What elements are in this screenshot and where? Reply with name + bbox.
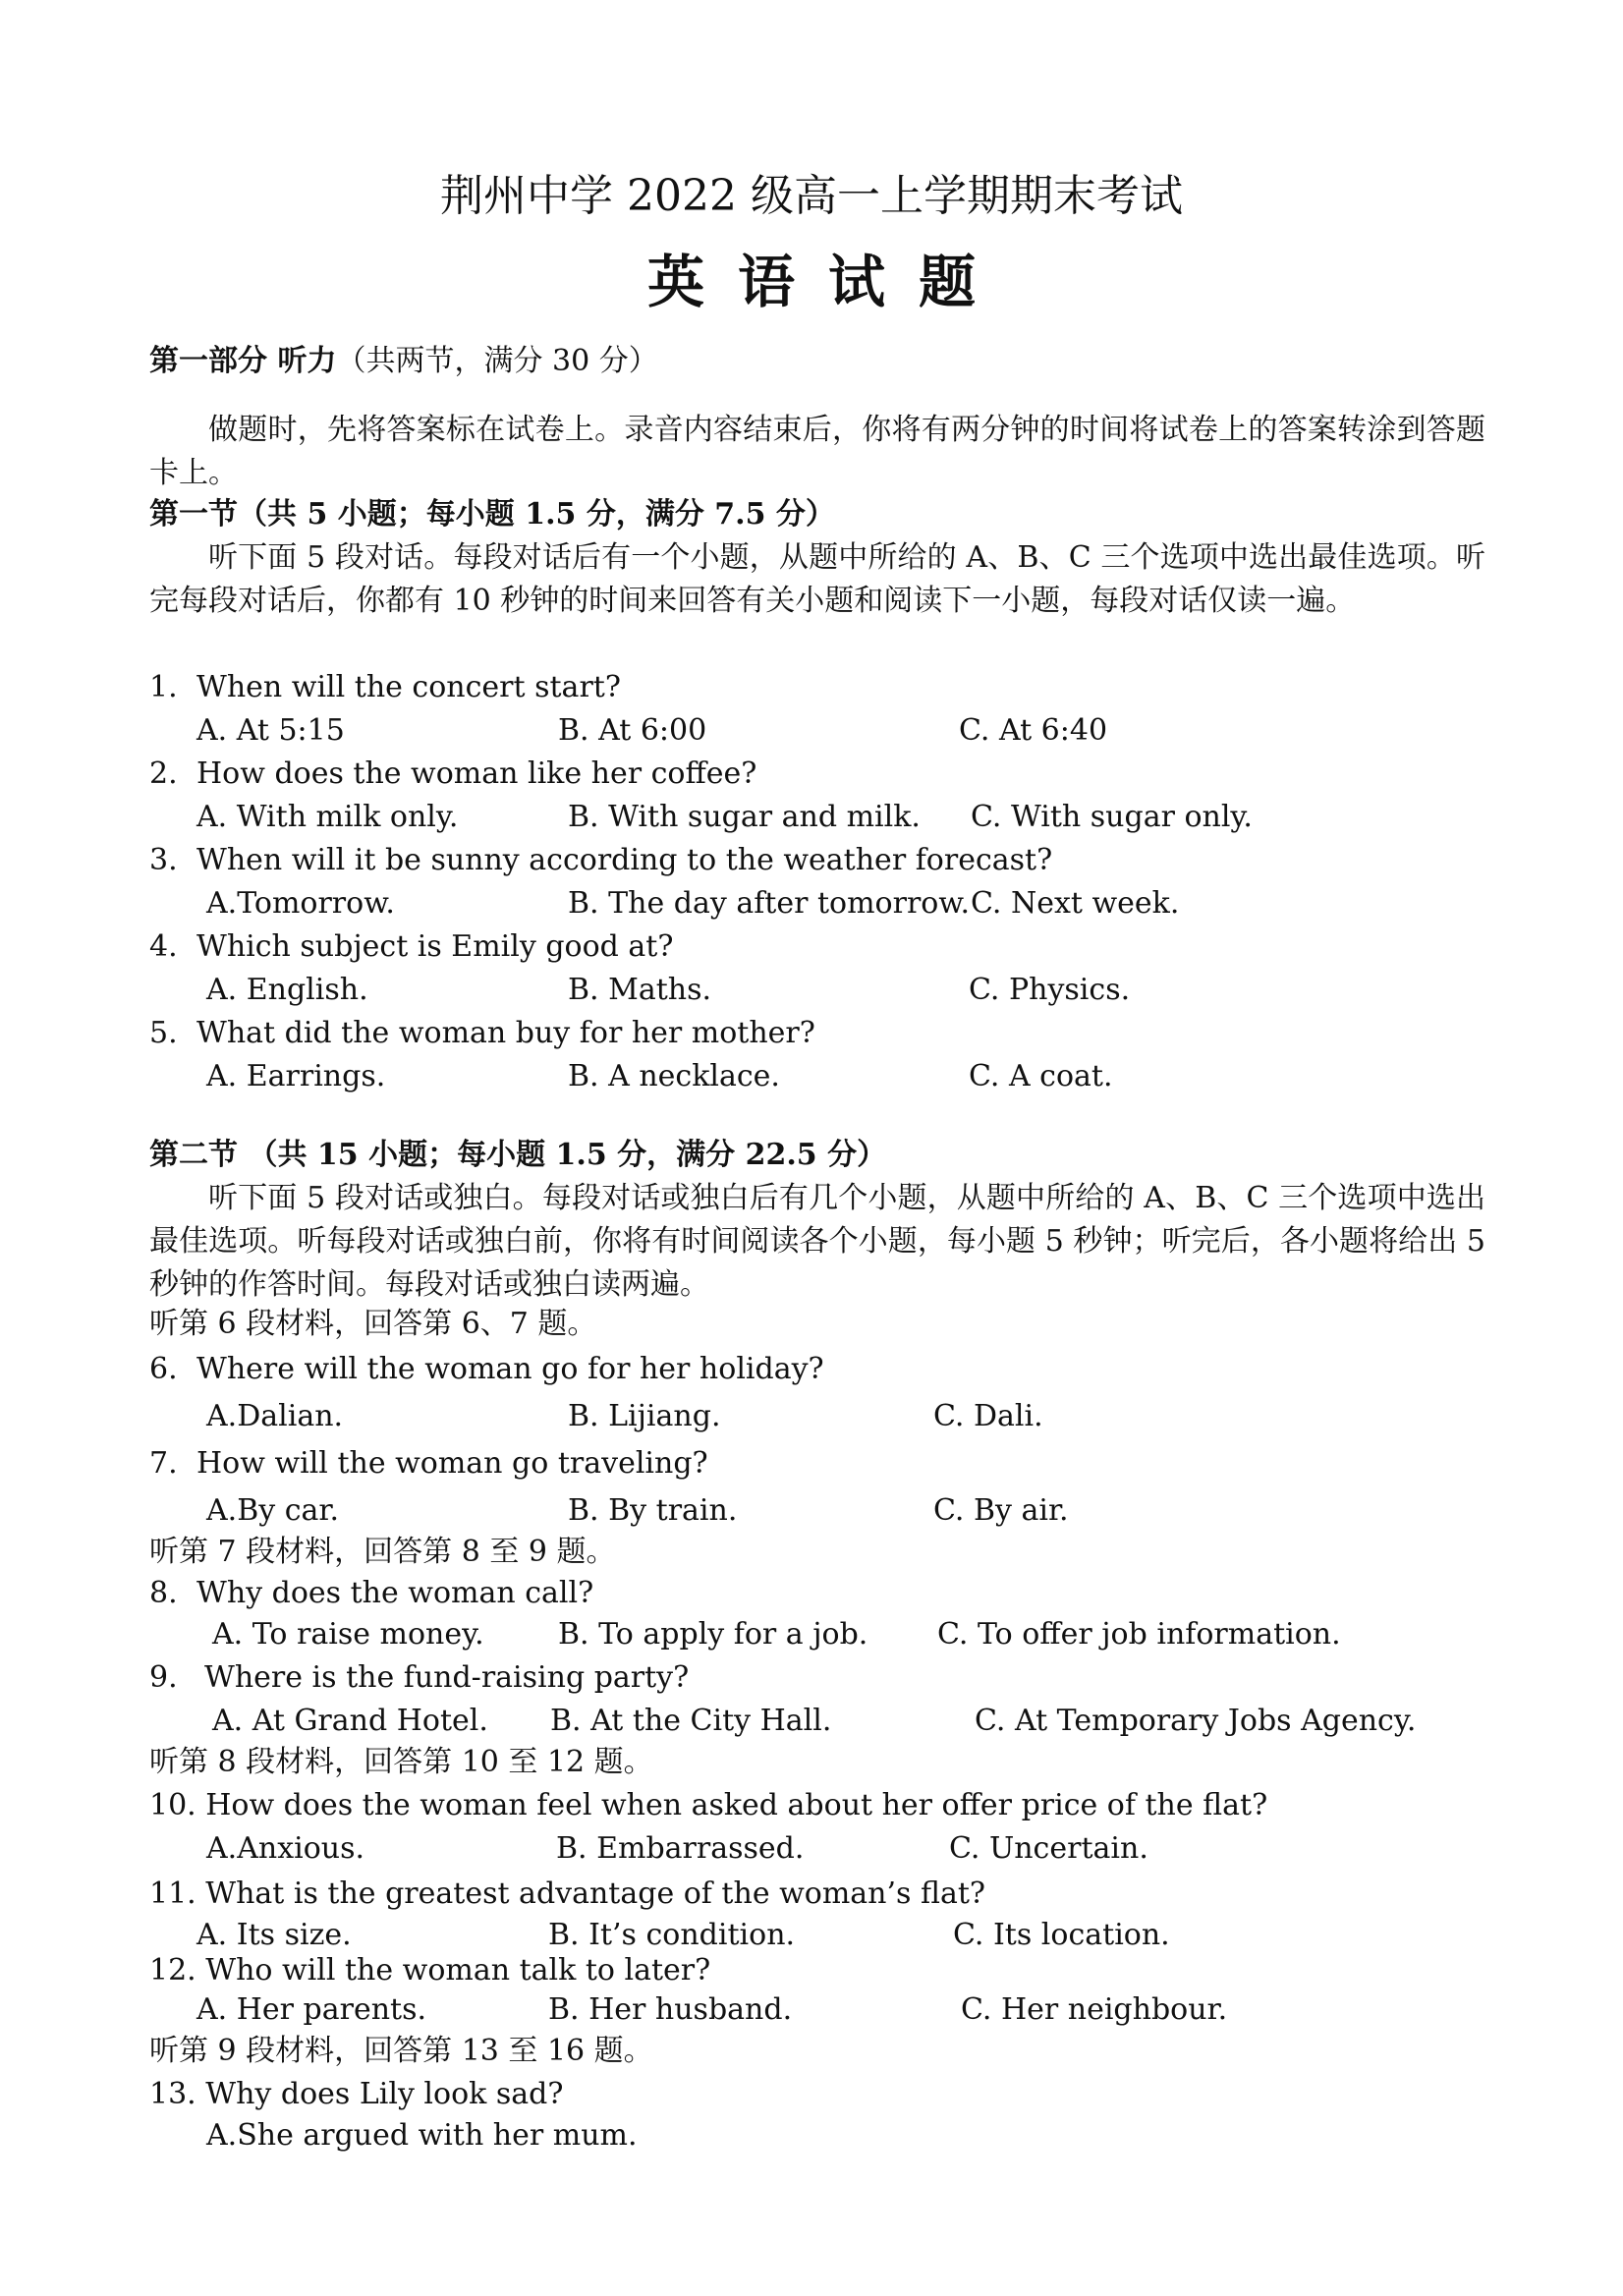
option-b: B. It’s condition. <box>548 1918 796 1952</box>
section2-heading: 第二节 （共 15 小题；每小题 1.5 分，满分 22.5 分） <box>149 1138 887 1172</box>
option-a: A.She argued with her mum. <box>206 2118 638 2153</box>
option-c: C. Uncertain. <box>949 1831 1148 1866</box>
part1-heading-note: （共两节，满分 30 分） <box>336 344 658 378</box>
question-text: Why does the woman call? <box>196 1576 594 1610</box>
section2-instruction: 听下面 5 段对话或独白。每段对话或独白后有几个小题，从题中所给的 A、B、C 三个选项中选出最佳选项。听每段对话或独白前，你将有时间阅读各个小题，每小题 5 秒钟；听完后，各小题将给出 5 秒钟的作答时间。每段对话或独白读两遍。 <box>149 1181 1485 1302</box>
option-b: B. A necklace. <box>568 1059 780 1093</box>
section1-heading: 第一节（共 5 小题；每小题 1.5 分，满分 7.5 分） <box>149 497 835 532</box>
question-number: 5. <box>149 1016 178 1050</box>
question-text: Which subject is Emily good at? <box>196 929 674 964</box>
question-7 <box>149 1446 708 1482</box>
question-number: 2. <box>149 756 178 791</box>
option-a: A.Anxious. <box>206 1831 365 1866</box>
question-text: What did the woman buy for her mother? <box>196 1016 815 1050</box>
option-a: A.Dalian. <box>206 1399 344 1433</box>
material-note-6: 听第 6 段材料，回答第 6、7 题。 <box>149 1307 597 1341</box>
option-b: B. Lijiang. <box>568 1399 721 1433</box>
option-a: A. Her parents. <box>196 1992 427 2027</box>
question-9 <box>149 1660 689 1696</box>
option-c: C. Her neighbour. <box>961 1992 1228 2027</box>
option-b: B. By train. <box>568 1493 738 1528</box>
question-number: 9. <box>149 1660 178 1695</box>
question-8 <box>149 1576 593 1611</box>
option-a: A. At Grand Hotel. <box>212 1704 488 1738</box>
option-c: C. Next week. <box>971 886 1180 921</box>
question-5 <box>149 1016 815 1051</box>
question-11: 11. What is the greatest advantage of the woman’s flat? <box>149 1876 986 1911</box>
material-note-8: 听第 8 段材料，回答第 10 至 12 题。 <box>149 1745 653 1779</box>
exam-title: 荆州中学 2022 级高一上学期期末考试 <box>440 171 1183 221</box>
subject-title: 英语试题 <box>646 249 1009 315</box>
question-text: When will it be sunny according to the weather forecast? <box>196 843 1053 877</box>
option-c: C. Its location. <box>953 1918 1170 1952</box>
option-a: A. Earrings. <box>206 1059 386 1093</box>
option-a: A. With milk only. <box>196 800 459 834</box>
question-number: 4. <box>149 929 178 964</box>
option-c: C. By air. <box>933 1493 1069 1528</box>
option-c: C. To offer job information. <box>937 1617 1341 1652</box>
material-note-7: 听第 7 段材料，回答第 8 至 9 题。 <box>149 1535 616 1569</box>
part1-instruction: 做题时，先将答案标在试卷上。录音内容结束后，你将有两分钟的时间将试卷上的答案转涂到答题卡上。 <box>149 413 1485 490</box>
question-number: 7. <box>149 1446 178 1481</box>
option-a: A.By car. <box>206 1493 339 1528</box>
option-c: C. At 6:40 <box>959 713 1108 748</box>
question-number: 3. <box>149 843 178 877</box>
option-a: A. Its size. <box>196 1918 352 1952</box>
option-b: B. To apply for a job. <box>558 1617 868 1652</box>
option-a: A. English. <box>206 973 368 1007</box>
option-b: B. With sugar and milk. <box>568 800 921 834</box>
option-a: A. At 5:15 <box>196 713 345 748</box>
option-c: C. At Temporary Jobs Agency. <box>975 1704 1417 1738</box>
option-b: B. At 6:00 <box>558 713 707 748</box>
option-b: B. Maths. <box>568 973 712 1007</box>
option-b: B. Her husband. <box>548 1992 793 2027</box>
question-1 <box>149 670 621 705</box>
question-13: 13. Why does Lily look sad? <box>149 2077 564 2111</box>
question-number: 8. <box>149 1576 178 1610</box>
option-a: A.Tomorrow. <box>206 886 395 921</box>
question-2 <box>149 756 756 792</box>
question-text: How will the woman go traveling? <box>196 1446 708 1481</box>
question-number: 6. <box>149 1352 178 1386</box>
question-12: 12. Who will the woman talk to later? <box>149 1953 711 1988</box>
question-text: Where is the fund-raising party? <box>204 1660 690 1695</box>
option-c: C. Physics. <box>969 973 1131 1007</box>
option-b: B. Embarrassed. <box>556 1831 805 1866</box>
material-note-9: 听第 9 段材料，回答第 13 至 16 题。 <box>149 2034 653 2068</box>
question-3 <box>149 843 1052 878</box>
option-c: C. Dali. <box>933 1399 1043 1433</box>
option-b: B. The day after tomorrow. <box>568 886 971 921</box>
part1-heading-label: 第一部分 听力 <box>149 344 337 378</box>
question-text: When will the concert start? <box>196 670 621 704</box>
option-b: B. At the City Hall. <box>550 1704 832 1738</box>
option-c: C. With sugar only. <box>971 800 1253 834</box>
question-text: Where will the woman go for her holiday? <box>196 1352 824 1386</box>
question-6 <box>149 1352 824 1387</box>
section1-instruction: 听下面 5 段对话。每段对话后有一个小题，从题中所给的 A、B、C 三个选项中选出最佳选项。听完每段对话后，你都有 10 秒钟的时间来回答有关小题和阅读下一小题，每段对话仅读一遍。 <box>149 540 1485 618</box>
question-10: 10. How does the woman feel when asked about her offer price of the flat? <box>149 1788 1268 1822</box>
question-number: 1. <box>149 670 178 704</box>
option-a: A. To raise money. <box>212 1617 484 1652</box>
option-c: C. A coat. <box>969 1059 1113 1093</box>
question-4 <box>149 929 673 965</box>
question-text: How does the woman like her coffee? <box>196 756 757 791</box>
part1-heading <box>149 344 658 379</box>
